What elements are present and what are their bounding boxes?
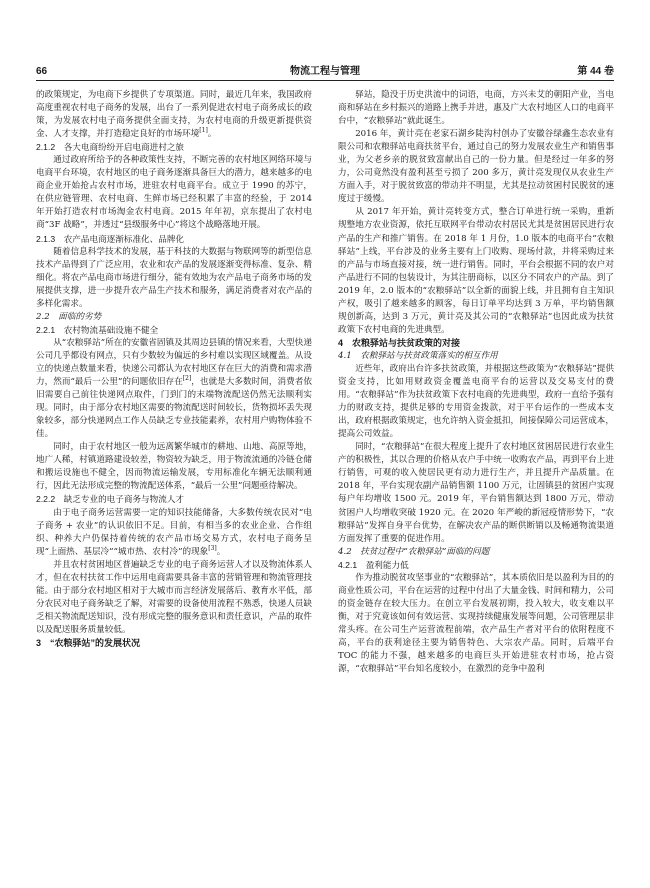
section-heading: 2.1.2 各大电商纷纷开启电商进村之旅 <box>36 142 185 153</box>
body-paragraph <box>36 89 312 141</box>
body-paragraph <box>36 559 312 637</box>
body-paragraph <box>36 441 312 493</box>
citation-ref: [3] <box>208 544 217 552</box>
paragraph-text: 近些年，政府出台许多扶贫政策，并根据这些政策为“农粮驿站”提供资金支持，比如用财政资金覆盖电商平台的运营以及交易支付的费用。“农粮驿站”作为扶贫政策下农村电商的先进典型，政府一直给予强有力的财政支持，提供足够的专用资金拨款，对于平台运作的一些成本支出，政府根据政策规定，也允许纳入资金抵扣，间接保障公司运营成本，提高公司效益。 <box>338 363 614 440</box>
section-heading: 4.1 农粮驿站与扶贫政策落实的相互作用 <box>338 350 498 361</box>
citation-ref: [2] <box>182 375 192 383</box>
paragraph-text: 2016 年，黄计亮在老家石湖乡陡沟村创办了安徽谷绿鑫生态农业有限公司和农粮驿站电商扶贫平台，通过自己的努力发展农业生产和销售事业，为父老乡亲的脱贫致富献出自己的一份力量。但是经过一年多的努力，公司竟然没有盈利甚至亏损了 200 多万，黄计亮发现仅从农业生产方面入手，对于脱贫致富的带动并不明显，尤其是拉动贫困村民脱贫的速度过于缓慢。 <box>338 129 614 205</box>
section-heading: 2.2.2 缺乏专业的电子商务与物流人才 <box>36 494 185 505</box>
body-paragraph <box>338 206 614 336</box>
paragraph-tail: ，也就是大多数时间，消费者依旧需要自己前往快递网点取件，门到门的末端物流配送仍然无法顺利实现。同时，由于部分农村地区需要的物流配送时间较长，货物损坏丢失现象较多，部分快递网点工作人员缺乏专业技能素养，农村用户购物体验不佳。 <box>36 377 312 440</box>
body-paragraph <box>36 507 312 559</box>
paragraph-text: 驿站，隐没于历史洪流中的词语，电商，方兴未艾的朝阳产业，当电商和驿站在乡村振兴的道路上携手并进，惠及广大农村地区人口的电商平台中，“农粮驿站”就此诞生。 <box>338 90 614 127</box>
body-paragraph <box>338 128 614 206</box>
citation-ref: [1] <box>199 127 208 135</box>
section-heading: 4.2 扶贫过程中“农粮驿站”面临的问题 <box>338 546 490 557</box>
body-paragraph <box>36 154 312 232</box>
volume-label: 第 44 卷 <box>577 66 614 77</box>
section-heading: 4 农粮驿站与扶贫政策的对接 <box>338 337 461 348</box>
left-column <box>36 89 312 650</box>
paragraph-text: 同时，“农粮驿站”在很大程度上提升了农村地区贫困居民进行农业生产的积极性，其以合理的价格从农户手中统一收购农产品，再到平台上进行销售，可观的收入使居民更有动力进行生产，并且提升产品质量。在 2018 年，平台实现农副产品销售额 1100 万元，让固镇县的贫困户实现每户年均增收 1500 元。2019 年，平台销售额达到 1800 万元，带动贫困户人均增收突破 1920 元。在 2020 年严峻的新冠疫情形势下，“农粮驿站”发挥自身平台优势，在解决农产品的断供断销以及畅通物流渠道方面发挥了重要的促进作用。 <box>338 442 614 544</box>
paragraph-text: 从 2017 年开始，黄计亮转变方式，整合订单进行统一采购，重新规整地方农业资源，依托互联网平台带动农村居民尤其是贫困居民进行农产品的生产和推广销售。在 2018 年 1 月份，1.0 版本的电商平台“农粮驿站”上线，平台涉及的业务主要有上门收购、现场付款，并将采购过来的产品与市场直接对接，统一进行销售。同时，平台会根据不同的农户对产品进行不同的包装设计，为其注册商标，以区分不同农户的产品。到了 2019 年，2.0 版本的“农粮驿站”以全新的面貌上线，并且拥有自主知识产权，吸引了越来越多的顾客，每日订单平均达到 3 万单，平均销售额规创新高，达到 3 万元，黄计亮及其公司的“农粮驿站”也因此成为扶贫政策下农村电商的先进典型。 <box>338 207 614 335</box>
paragraph-text: 由于电子商务运营需要一定的知识技能储备，大多数传统农民对“电子商务 + 农业”的认识依旧不足。目前，有相当多的农业企业、合作组织、种养大户仍保持着传统的农产品市场交易方式，农村电子商务呈现“上面热、基层冷”“城市热、农村冷”的现象 <box>36 507 312 557</box>
right-column <box>338 89 614 676</box>
paragraph-text: 作为推动脱贫攻坚事业的“农粮驿站”，其本质依旧是以盈利为目的的商业性质公司，平台在运营的过程中付出了大量金钱、时间和精力，公司的资金链存在较大压力。在创立平台发展初期，投入较大，收支难以平衡，对于究竟该如何有效运营、实现持续健康发展等问题，公司管理层非常头疼。在公司生产运营流程前端，农产品生产者对平台的依附程度不高，平台的获利途径主要为销售特色、大宗农产品。同时，后端平台 TOC 的能力不强，越来越多的电商巨头开始进驻农村市场，抢占资源，“农粮驿站”平台知名度较小，在激烈的竞争中盈利 <box>338 572 614 675</box>
body-paragraph <box>338 363 614 441</box>
body-paragraph <box>338 89 614 128</box>
section-heading: 2.2 面临的劣势 <box>36 311 102 322</box>
section-heading: 4.2.1 盈利能力低 <box>338 559 409 570</box>
journal-title: 物流工程与管理 <box>290 66 360 77</box>
running-header <box>36 64 614 81</box>
body-paragraph <box>338 572 614 676</box>
section-heading: 2.1.3 农产品电商逐渐标准化、品牌化 <box>36 233 185 244</box>
paragraph-text: 并且农村贫困地区普遍缺乏专业的电子商务运营人才以及物流体系人才，但在农村扶贫工作中运用电商需要具备丰富的营销管理和物流管理技能。由于部分农村地区相对于大城市而言经济发展落后、教育水平低，部分农民对电子商务缺乏了解，对需要的设备使用流程不熟悉，快递人员缺乏相关物流配送知识，没有形成完整的服务意识和责任意识，产品的取件以及配送服务质量较低。 <box>36 559 312 635</box>
body-paragraph <box>36 246 312 311</box>
page-number: 66 <box>36 66 48 77</box>
section-heading: 3 “农粮驿站”的发展状况 <box>36 637 141 648</box>
section-heading: 2.2.1 农村物流基础设施不健全 <box>36 324 159 335</box>
journal-page <box>36 64 614 884</box>
paragraph-tail: 。 <box>216 546 226 557</box>
paragraph-text: 从“农粮驿站”所在的安徽省固镇及其周边县镇的情况来看，大型快递公司几乎都设有网点，只有少数较为偏远的乡村难以实现区域覆盖。从设立的快递点数量来看，快递公司都认为农村地区存在巨大的消费和需求潜力，然而“最后一公里”的问题依旧存在 <box>36 337 312 388</box>
paragraph-text: 的政策规定，为电商下乡提供了专项渠道。同时，最近几年来，我国政府高度重视农村电子商务的发展，出台了一系列促进农村电子商务成长的政策，为发展农村电子商务提供全面支持，为农村电商的升级更新提供资金、人才支撑，并打造稳定良好的市场环境 <box>36 90 312 140</box>
body-paragraph <box>36 337 312 441</box>
body-paragraph <box>338 441 614 545</box>
paragraph-text: 同时，由于农村地区一般为远离繁华城市的耕地、山地、高原等地，地广人稀，村镇道路建设较差，物资较为缺乏，用于物流流通的冷链仓储和搬运设施也不健全，因而物流运输发展，专用标准化车辆无法顺利通行，因此无法形成完整的物流配送体系，“最后一公里”问题亟待解决。 <box>36 442 312 492</box>
paragraph-tail: 。 <box>207 129 217 140</box>
paragraph-text: 随着信息科学技术的发展，基于科技的大数据与物联网等的新型信息技术产品得到了广泛应用，农业和农产品的发展逐渐变得标准、复杂、精细化。将农产品电商市场进行细分，能有效地为农产品电子商务市场的发展提供支撑，进一步提升农产品生产技术和服务，满足消费者对农产品的多样化需求。 <box>36 246 312 309</box>
paragraph-text: 通过政府所给予的各种政策性支持，不断完善的农村地区网络环境与电商平台环境，农村地区的电子商务逐渐具备巨大的潜力，越来越多的电商企业开始抢占农村市场，进驻农村电商平台。成立于 1990 的苏宁，在供应链管理、农村电商、生鲜市场已经积累了丰富的经验，于 2014 年开始打造农村市场淘金农村电商。2015 年年初，京东提出了农村电商“3F 战略”，并透过“县级服务中心”将这个战略落地开展。 <box>36 155 312 231</box>
